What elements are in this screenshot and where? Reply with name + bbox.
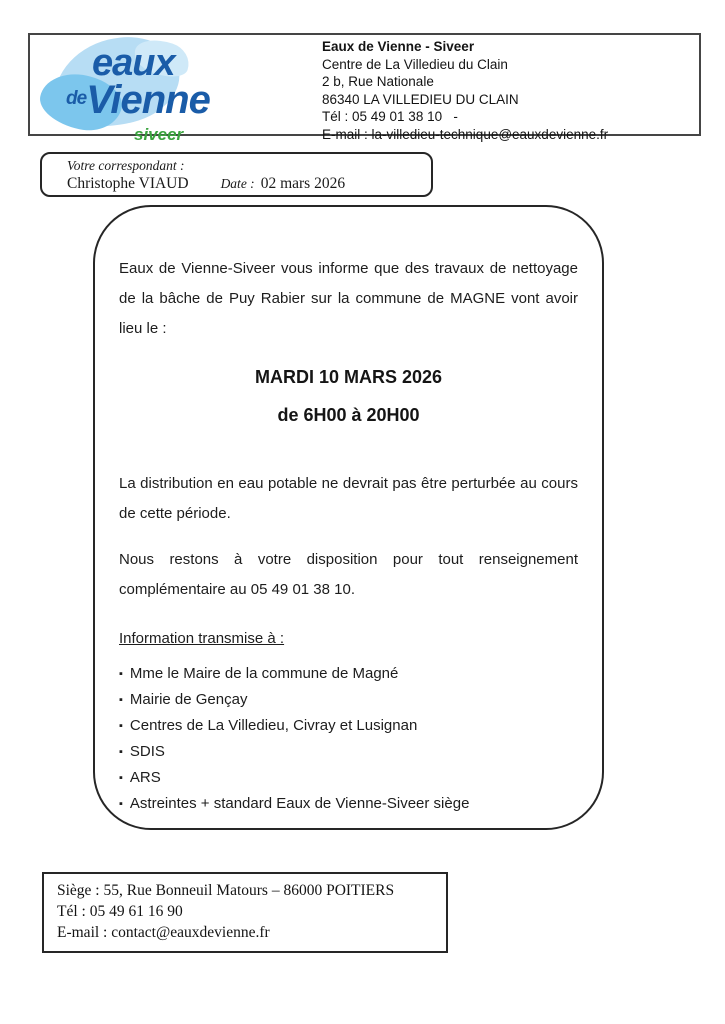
sender-email-line: E-mail : la-villedieu-technique@eauxdevienne.fr bbox=[322, 126, 609, 142]
correspondent-row bbox=[67, 174, 431, 193]
notice-date-heading: MARDI 10 MARS 2026 bbox=[254, 367, 443, 387]
correspondent-name: Christophe VIAUD bbox=[67, 175, 189, 192]
footer-siege-line: Siège : 55, Rue Bonneuil Matours – 86000 POITIERS bbox=[57, 882, 395, 899]
header-box bbox=[28, 33, 701, 144]
sender-address-line: 2 b, Rue Nationale bbox=[322, 74, 434, 89]
recipient-item: ▪ SDIS bbox=[119, 739, 578, 765]
correspondent-box bbox=[40, 152, 433, 197]
sender-address-line: Centre de La Villedieu du Clain bbox=[322, 56, 508, 72]
notice-box bbox=[93, 205, 604, 830]
footer-email-line: E-mail : contact@eauxdevienne.fr bbox=[57, 924, 270, 941]
footer-box bbox=[42, 872, 448, 953]
recipient-item: ▪ Centres de La Villedieu, Civray et Lusignan bbox=[119, 713, 578, 739]
recipient-item: ▪ ARS bbox=[119, 765, 578, 791]
notice-time-heading: de 6H00 à 20H00 bbox=[277, 405, 420, 425]
company-logo bbox=[38, 39, 298, 144]
notice-contact-paragraph: Nous restons à votre disposition pour tout renseignement complémentaire au 05 49 01 38 10. bbox=[119, 551, 578, 598]
recipients-list bbox=[119, 661, 578, 817]
recipient-item: ▪ Mme le Maire de la commune de Magné bbox=[119, 661, 578, 687]
sender-name: Eaux de Vienne - Siveer bbox=[322, 39, 475, 54]
notice-distribution-paragraph: La distribution en eau potable ne devrait pas être perturbée au cours de cette période. bbox=[119, 475, 578, 522]
sender-address-block bbox=[322, 38, 608, 143]
logo-word-vienne: Vienne bbox=[86, 78, 210, 122]
date-label: Date : bbox=[220, 176, 255, 191]
recipient-item: ▪ Astreintes + standard Eaux de Vienne-Siveer siège bbox=[119, 791, 578, 817]
logo-tagline-siveer: siveer bbox=[134, 125, 184, 144]
logo-word-devienne bbox=[66, 80, 210, 127]
footer-phone-line: Tél : 05 49 61 16 90 bbox=[57, 903, 183, 920]
recipients-list-title: Information transmise à : bbox=[119, 630, 285, 647]
logo-word-de: de bbox=[66, 88, 87, 109]
recipient-item: ▪ Mairie de Gençay bbox=[119, 687, 578, 713]
notice-intro-paragraph: Eaux de Vienne-Siveer vous informe que des travaux de nettoyage de la bâche de Puy Rabier sur la commune de MAGNE vont avoir lieu le : bbox=[119, 260, 578, 337]
logo-wordmark bbox=[66, 42, 210, 144]
date-value: 02 mars 2026 bbox=[260, 175, 346, 192]
sender-phone-line: Tél : 05 49 01 38 10 - bbox=[322, 109, 458, 124]
sender-address-line: 86340 LA VILLEDIEU DU CLAIN bbox=[322, 91, 519, 107]
correspondent-label: Votre correspondant : bbox=[67, 158, 185, 173]
logo-word-eaux: eaux bbox=[92, 42, 175, 84]
